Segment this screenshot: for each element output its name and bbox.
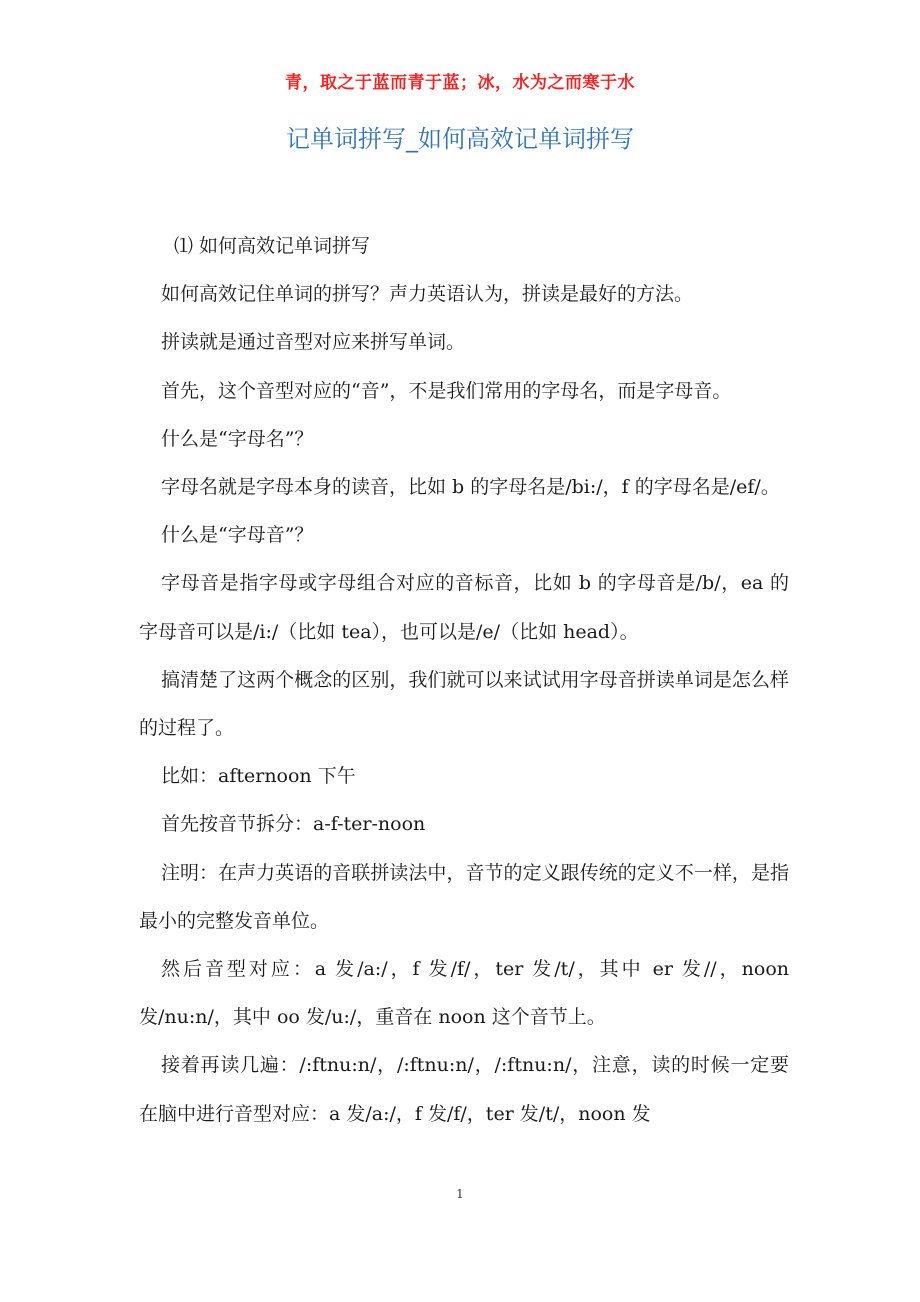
paragraph: 字母音是指字母或字母组合对应的音标音，比如 b 的字母音是/b/，ea 的字母音可以是/i:/（比如 tea），也可以是/e/（比如 head）。 [139,572,789,643]
document-title: 记单词拼写_如何高效记单词拼写 [286,125,634,153]
paragraph: 首先按音节拆分：a-f-ter-noon [161,813,426,836]
paragraph: 如何高效记住单词的拼写？声力英语认为，拼读是最好的方法。 [161,283,694,306]
paragraph: 拼读就是通过音型对应来拼写单词。 [161,331,466,354]
page-number: 1 [456,1187,464,1201]
paragraph: 搞清楚了这两个概念的区别，我们就可以来试试用字母音拼读单词是怎么样的过程了。 [139,668,789,740]
paragraph: 首先，这个音型对应的“音”，不是我们常用的字母名，而是字母音。 [161,379,732,402]
paragraph: 注明：在声力英语的音联拼读法中，音节的定义跟传统的定义不一样，是指最小的完整发音单位。 [139,861,789,932]
paragraph: 然后音型对应：a 发/a:/，f 发/f/，ter 发/t/，其中 er 发//，noon 发/nu:n/，其中 oo 发/u:/，重音在 noon 这个音节上。 [139,958,789,1029]
paragraph: 字母名就是字母本身的读音，比如 b 的字母名是/bi:/，f 的字母名是/ef/。 [161,476,780,499]
paragraph: 什么是“字母名”？ [161,427,314,450]
document-body [139,222,789,1138]
paragraph: 接着再读几遍：/:ftnu:n/，/:ftnu:n/，/:ftnu:n/，注意，读的时候一定要在脑中进行音型对应：a 发/a:/，f 发/f/，ter 发/t/，noon 发 [139,1054,789,1125]
paragraph: 比如：afternoon 下午 [161,765,356,788]
header-motto: 青，取之于蓝而青于蓝；冰，水为之而寒于水 [285,73,635,93]
section-heading: ⑴ 如何高效记单词拼写 [174,235,371,257]
paragraph: 什么是“字母音”？ [161,524,314,547]
